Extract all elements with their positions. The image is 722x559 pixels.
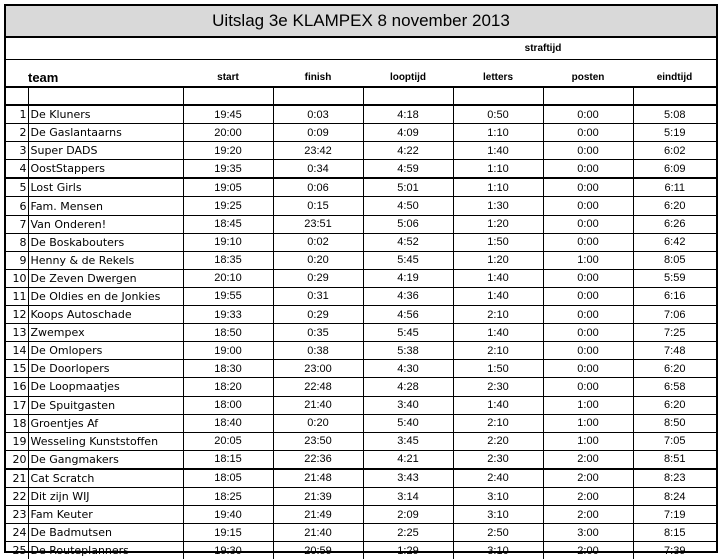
start-cell: 18:05 [183, 469, 273, 488]
table-row [6, 506, 716, 524]
posten-cell: 0:00 [543, 124, 633, 142]
team-cell: Dit zijn WIJ [28, 487, 183, 505]
letters-cell: 1:50 [453, 233, 543, 251]
looptijd-cell: 3:14 [363, 487, 453, 505]
start-cell: 19:55 [183, 287, 273, 305]
looptijd-cell: 5:01 [363, 178, 453, 197]
table-row [6, 487, 716, 505]
letters-cell: 1:10 [453, 160, 543, 179]
column-header-row [6, 60, 716, 88]
rank-cell: 16 [6, 378, 28, 396]
eindtijd-cell: 7:25 [633, 324, 716, 342]
table-row [6, 160, 716, 179]
finish-cell: 0:15 [273, 197, 363, 215]
team-cell: Van Onderen! [28, 215, 183, 233]
table-row [6, 542, 716, 559]
col-header-letters: letters [453, 60, 543, 88]
looptijd-cell: 4:59 [363, 160, 453, 179]
team-cell: De Kluners [28, 105, 183, 124]
posten-cell: 0:00 [543, 306, 633, 324]
start-cell: 20:00 [183, 124, 273, 142]
results-table-body [6, 38, 716, 559]
col-header-team: team [6, 60, 183, 88]
eindtijd-cell: 6:20 [633, 360, 716, 378]
posten-cell: 2:00 [543, 450, 633, 469]
letters-cell: 2:30 [453, 450, 543, 469]
col-header-posten: posten [543, 60, 633, 88]
start-cell: 19:30 [183, 542, 273, 559]
looptijd-cell: 4:09 [363, 124, 453, 142]
table-row [6, 414, 716, 432]
rank-cell: 15 [6, 360, 28, 378]
table-row [6, 342, 716, 360]
looptijd-cell: 5:45 [363, 324, 453, 342]
start-cell: 19:25 [183, 197, 273, 215]
rank-cell: 18 [6, 414, 28, 432]
letters-cell: 2:30 [453, 378, 543, 396]
table-row [6, 142, 716, 160]
col-header-eindtijd: eindtijd [633, 60, 716, 88]
start-cell: 18:25 [183, 487, 273, 505]
start-cell: 19:20 [183, 142, 273, 160]
team-cell: De Gaslantaarns [28, 124, 183, 142]
posten-cell: 1:00 [543, 414, 633, 432]
letters-cell: 2:10 [453, 414, 543, 432]
rank-cell: 24 [6, 524, 28, 542]
team-cell: Zwempex [28, 324, 183, 342]
table-row [6, 450, 716, 469]
letters-cell: 0:50 [453, 105, 543, 124]
team-cell: De Omlopers [28, 342, 183, 360]
looptijd-cell: 4:50 [363, 197, 453, 215]
team-cell: Henny & de Rekels [28, 251, 183, 269]
rank-cell: 5 [6, 178, 28, 197]
looptijd-cell: 5:40 [363, 414, 453, 432]
results-sheet [4, 4, 718, 558]
letters-cell: 1:40 [453, 396, 543, 414]
table-row [6, 269, 716, 287]
rank-cell: 4 [6, 160, 28, 179]
looptijd-cell: 3:40 [363, 396, 453, 414]
looptijd-cell: 4:36 [363, 287, 453, 305]
letters-cell: 1:40 [453, 287, 543, 305]
finish-cell: 0:09 [273, 124, 363, 142]
posten-cell: 0:00 [543, 360, 633, 378]
posten-cell: 0:00 [543, 160, 633, 179]
finish-cell: 0:34 [273, 160, 363, 179]
letters-cell: 3:10 [453, 487, 543, 505]
rank-cell: 22 [6, 487, 28, 505]
eindtijd-cell: 8:50 [633, 414, 716, 432]
posten-cell: 1:00 [543, 432, 633, 450]
finish-cell: 23:51 [273, 215, 363, 233]
letters-cell: 2:40 [453, 469, 543, 488]
rank-cell: 12 [6, 306, 28, 324]
letters-cell: 1:50 [453, 360, 543, 378]
eindtijd-cell: 7:39 [664, 544, 686, 557]
team-cell: Cat Scratch [28, 469, 183, 488]
looptijd-cell: 4:19 [363, 269, 453, 287]
letters-cell: 3:10 [453, 506, 543, 524]
team-cell: OostStappers [28, 160, 183, 179]
start-cell: 19:00 [183, 342, 273, 360]
looptijd-cell: 4:52 [363, 233, 453, 251]
table-row [6, 124, 716, 142]
rank-cell: 13 [6, 324, 28, 342]
team-cell: Groentjes Af [28, 414, 183, 432]
eindtijd-cell: 6:20 [633, 197, 716, 215]
finish-cell: 0:29 [273, 269, 363, 287]
posten-cell: 0:00 [543, 342, 633, 360]
rank-cell: 14 [6, 342, 28, 360]
letters-cell: 3:10 [453, 542, 543, 559]
team-cell: Fam. Mensen [28, 197, 183, 215]
team-cell: De Routeplanners [28, 542, 183, 559]
looptijd-cell: 3:45 [363, 432, 453, 450]
start-cell: 20:05 [183, 432, 273, 450]
letters-cell: 1:10 [453, 124, 543, 142]
finish-cell: 22:36 [273, 450, 363, 469]
posten-cell: 2:00 [543, 469, 633, 488]
start-cell: 18:30 [183, 360, 273, 378]
posten-cell: 0:00 [543, 287, 633, 305]
finish-cell: 21:40 [273, 524, 363, 542]
eindtijd-cell: 6:09 [633, 160, 716, 179]
team-cell: Super DADS [28, 142, 183, 160]
start-cell: 19:35 [183, 160, 273, 179]
posten-cell: 1:00 [543, 251, 633, 269]
letters-cell: 1:40 [453, 142, 543, 160]
start-cell: 19:33 [183, 306, 273, 324]
posten-cell: 2:00 [543, 506, 633, 524]
eindtijd-cell: 7:48 [633, 342, 716, 360]
letters-cell: 2:10 [453, 306, 543, 324]
col-header-looptijd: looptijd [363, 60, 453, 88]
table-row [6, 432, 716, 450]
finish-cell: 21:48 [273, 469, 363, 488]
looptijd-cell: 4:21 [363, 450, 453, 469]
team-cell: Fam Keuter [28, 506, 183, 524]
eindtijd-cell: 7:05 [633, 432, 716, 450]
eindtijd-cell: 8:24 [633, 487, 716, 505]
rank-cell: 25 [6, 542, 28, 559]
eindtijd-cell: 8:51 [633, 450, 716, 469]
eindtijd-cell: 6:26 [633, 215, 716, 233]
sheet-title: Uitslag 3e KLAMPEX 8 november 2013 [6, 6, 716, 38]
table-row [6, 287, 716, 305]
table-row [6, 324, 716, 342]
posten-cell: 0:00 [543, 197, 633, 215]
finish-cell: 0:03 [273, 105, 363, 124]
finish-cell: 0:20 [273, 251, 363, 269]
letters-cell: 2:10 [453, 342, 543, 360]
rank-cell: 3 [6, 142, 28, 160]
team-cell: De Loopmaatjes [28, 378, 183, 396]
letters-cell: 2:50 [453, 524, 543, 542]
rank-cell: 7 [6, 215, 28, 233]
blank-spacer-row [6, 87, 716, 105]
finish-cell: 0:35 [273, 324, 363, 342]
team-cell: De Boskabouters [28, 233, 183, 251]
eindtijd-cell: 6:02 [633, 142, 716, 160]
start-cell: 18:45 [183, 215, 273, 233]
looptijd-cell: 4:22 [363, 142, 453, 160]
posten-cell: 1:00 [543, 396, 633, 414]
start-cell: 19:05 [183, 178, 273, 197]
eindtijd-cell: 5:19 [633, 124, 716, 142]
finish-cell: 0:38 [273, 342, 363, 360]
team-cell: De Badmutsen [28, 524, 183, 542]
start-cell: 18:20 [183, 378, 273, 396]
eindtijd-cell: 5:08 [633, 105, 716, 124]
letters-cell: 1:40 [453, 269, 543, 287]
rank-cell: 9 [6, 251, 28, 269]
finish-cell: 20:59 [273, 542, 363, 559]
start-cell: 19:40 [183, 506, 273, 524]
posten-cell: 0:00 [543, 215, 633, 233]
looptijd-cell: 4:18 [363, 105, 453, 124]
team-cell: Lost Girls [28, 178, 183, 197]
finish-cell: 23:00 [273, 360, 363, 378]
looptijd-cell: 2:09 [363, 506, 453, 524]
straftijd-header-row [6, 38, 716, 60]
table-row [6, 524, 716, 542]
start-cell: 19:45 [183, 105, 273, 124]
rank-cell: 21 [6, 469, 28, 488]
looptijd-cell: 5:45 [363, 251, 453, 269]
eindtijd-cell: 8:15 [633, 524, 716, 542]
start-cell: 19:10 [183, 233, 273, 251]
posten-cell: 0:00 [543, 142, 633, 160]
start-cell: 19:15 [183, 524, 273, 542]
eindtijd-cell: 6:11 [633, 178, 716, 197]
letters-cell: 1:30 [453, 197, 543, 215]
finish-cell: 22:48 [273, 378, 363, 396]
rank-cell: 6 [6, 197, 28, 215]
looptijd-cell: 4:30 [363, 360, 453, 378]
team-cell: De Zeven Dwergen [28, 269, 183, 287]
posten-cell: 0:00 [543, 105, 633, 124]
finish-cell: 21:49 [273, 506, 363, 524]
eindtijd-cell: 6:42 [633, 233, 716, 251]
start-cell: 18:40 [183, 414, 273, 432]
col-header-start: start [183, 60, 273, 88]
eindtijd-cell: 6:16 [633, 287, 716, 305]
eindtijd-cell: 5:59 [633, 269, 716, 287]
posten-cell: 0:00 [543, 269, 633, 287]
letters-cell: 1:20 [453, 215, 543, 233]
team-cell: De Gangmakers [28, 450, 183, 469]
finish-cell: 21:40 [273, 396, 363, 414]
rank-cell: 2 [6, 124, 28, 142]
eindtijd-cell: 7:06 [633, 306, 716, 324]
table-row [6, 469, 716, 488]
posten-cell: 2:00 [543, 487, 633, 505]
posten-cell: 2:00 [543, 542, 633, 559]
start-cell: 20:10 [183, 269, 273, 287]
table-row [6, 215, 716, 233]
posten-cell: 0:00 [543, 378, 633, 396]
results-table [6, 38, 716, 559]
finish-cell: 0:20 [273, 414, 363, 432]
table-row [6, 396, 716, 414]
table-row [6, 251, 716, 269]
finish-cell: 0:29 [273, 306, 363, 324]
start-cell: 18:50 [183, 324, 273, 342]
team-cell: Wesseling Kunststoffen [28, 432, 183, 450]
straftijd-group-header: straftijd [453, 38, 633, 60]
rank-cell: 8 [6, 233, 28, 251]
letters-cell: 1:10 [453, 178, 543, 197]
rank-cell: 20 [6, 450, 28, 469]
looptijd-cell: 5:38 [363, 342, 453, 360]
letters-cell: 1:40 [453, 324, 543, 342]
col-header-finish: finish [273, 60, 363, 88]
posten-cell: 0:00 [543, 324, 633, 342]
looptijd-cell: 2:25 [363, 524, 453, 542]
finish-cell: 0:06 [273, 178, 363, 197]
posten-cell: 3:00 [543, 524, 633, 542]
rank-cell: 10 [6, 269, 28, 287]
letters-cell: 2:20 [453, 432, 543, 450]
looptijd-cell: 4:28 [363, 378, 453, 396]
rank-cell: 19 [6, 432, 28, 450]
looptijd-cell: 4:56 [363, 306, 453, 324]
eindtijd-cell: 6:20 [633, 396, 716, 414]
table-row [6, 360, 716, 378]
eindtijd-cell: 8:23 [633, 469, 716, 488]
rank-cell: 17 [6, 396, 28, 414]
team-cell: De Oldies en de Jonkies [28, 287, 183, 305]
table-row [6, 233, 716, 251]
rank-cell: 11 [6, 287, 28, 305]
eindtijd-cell: 8:05 [633, 251, 716, 269]
eindtijd-cell: 6:58 [633, 378, 716, 396]
eindtijd-cell: 7:19 [633, 506, 716, 524]
looptijd-cell: 1:29 [363, 542, 453, 559]
finish-cell: 21:39 [273, 487, 363, 505]
table-row [6, 378, 716, 396]
start-cell: 18:15 [183, 450, 273, 469]
table-row [6, 105, 716, 124]
start-cell: 18:35 [183, 251, 273, 269]
finish-cell: 0:31 [273, 287, 363, 305]
posten-cell: 0:00 [543, 233, 633, 251]
posten-cell: 0:00 [543, 178, 633, 197]
table-row [6, 178, 716, 197]
table-row [6, 197, 716, 215]
team-cell: Koops Autoschade [28, 306, 183, 324]
rank-cell: 1 [6, 105, 28, 124]
table-row [6, 306, 716, 324]
finish-cell: 23:42 [273, 142, 363, 160]
looptijd-cell: 5:06 [363, 215, 453, 233]
team-cell: De Spuitgasten [28, 396, 183, 414]
start-cell: 18:00 [183, 396, 273, 414]
team-cell: De Doorlopers [28, 360, 183, 378]
finish-cell: 23:50 [273, 432, 363, 450]
rank-cell: 23 [6, 506, 28, 524]
letters-cell: 1:20 [453, 251, 543, 269]
looptijd-cell: 3:43 [363, 469, 453, 488]
finish-cell: 0:02 [273, 233, 363, 251]
